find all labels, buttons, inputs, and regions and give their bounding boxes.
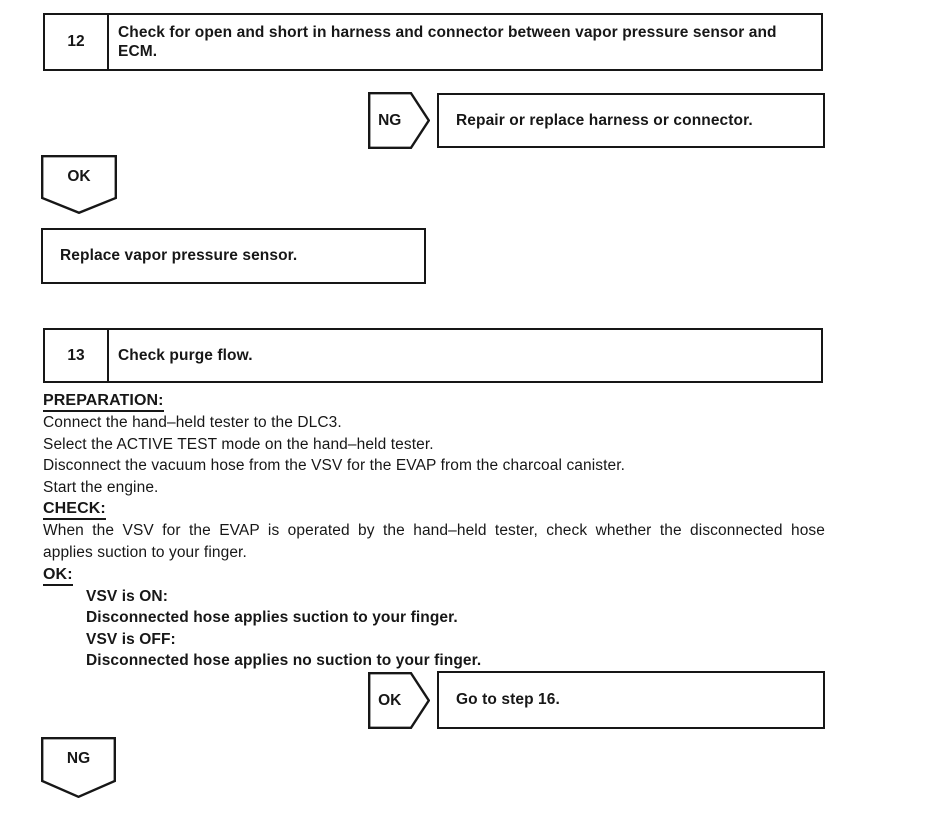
check-heading: CHECK: (43, 498, 825, 520)
step-13-instructions (43, 390, 825, 672)
step-13-ok-action-text: Go to step 16. (456, 691, 560, 708)
step-13-number: 13 (45, 330, 109, 381)
preparation-heading: PREPARATION: (43, 390, 825, 412)
step-13-title: Check purge flow. (118, 347, 253, 364)
ok-heading: OK: (43, 564, 825, 586)
step-12-number: 12 (45, 15, 109, 69)
prep-line: Start the engine. (43, 478, 159, 496)
step-13-ng-flag (41, 737, 116, 798)
check-text-line1: When the VSV for the EVAP is operated by the hand–held tester, check whether the disconnected hose (43, 522, 825, 540)
step-12-ng-arrow (368, 92, 430, 149)
step-12-ok-action-box (41, 228, 426, 284)
ok-condition-line: VSV is OFF: (86, 630, 176, 648)
step-12-ok-flag (41, 155, 117, 214)
step-13-ok-label: OK (378, 691, 402, 709)
step-13-box (43, 328, 823, 383)
step-12-ok-action-text: Replace vapor pressure sensor. (60, 247, 298, 264)
check-text-line2: applies suction to your finger. (43, 543, 247, 561)
ok-condition-line: Disconnected hose applies suction to your finger. (86, 609, 458, 627)
step-12-title: Check for open and short in harness and connector between vapor pressure sensor and ECM. (118, 24, 777, 60)
step-13-ng-label: NG (66, 750, 91, 767)
ok-condition-line: Disconnected hose applies no suction to your finger. (86, 652, 482, 670)
step-13-ok-arrow (368, 672, 430, 729)
step-12-ng-action-text: Repair or replace harness or connector. (456, 111, 753, 129)
prep-line: Select the ACTIVE TEST mode on the hand–held tester. (43, 435, 434, 453)
prep-line: Disconnect the vacuum hose from the VSV for the EVAP from the charcoal canister. (43, 457, 626, 475)
step-12-box (43, 13, 823, 71)
step-12-ok-label: OK (67, 168, 91, 185)
step-12-ng-action-box (437, 93, 825, 148)
prep-line: Connect the hand–held tester to the DLC3. (43, 414, 342, 431)
step-13-ok-action-box (437, 671, 825, 729)
step-12-ng-label: NG (378, 111, 402, 129)
ok-condition-line: VSV is ON: (86, 587, 168, 605)
